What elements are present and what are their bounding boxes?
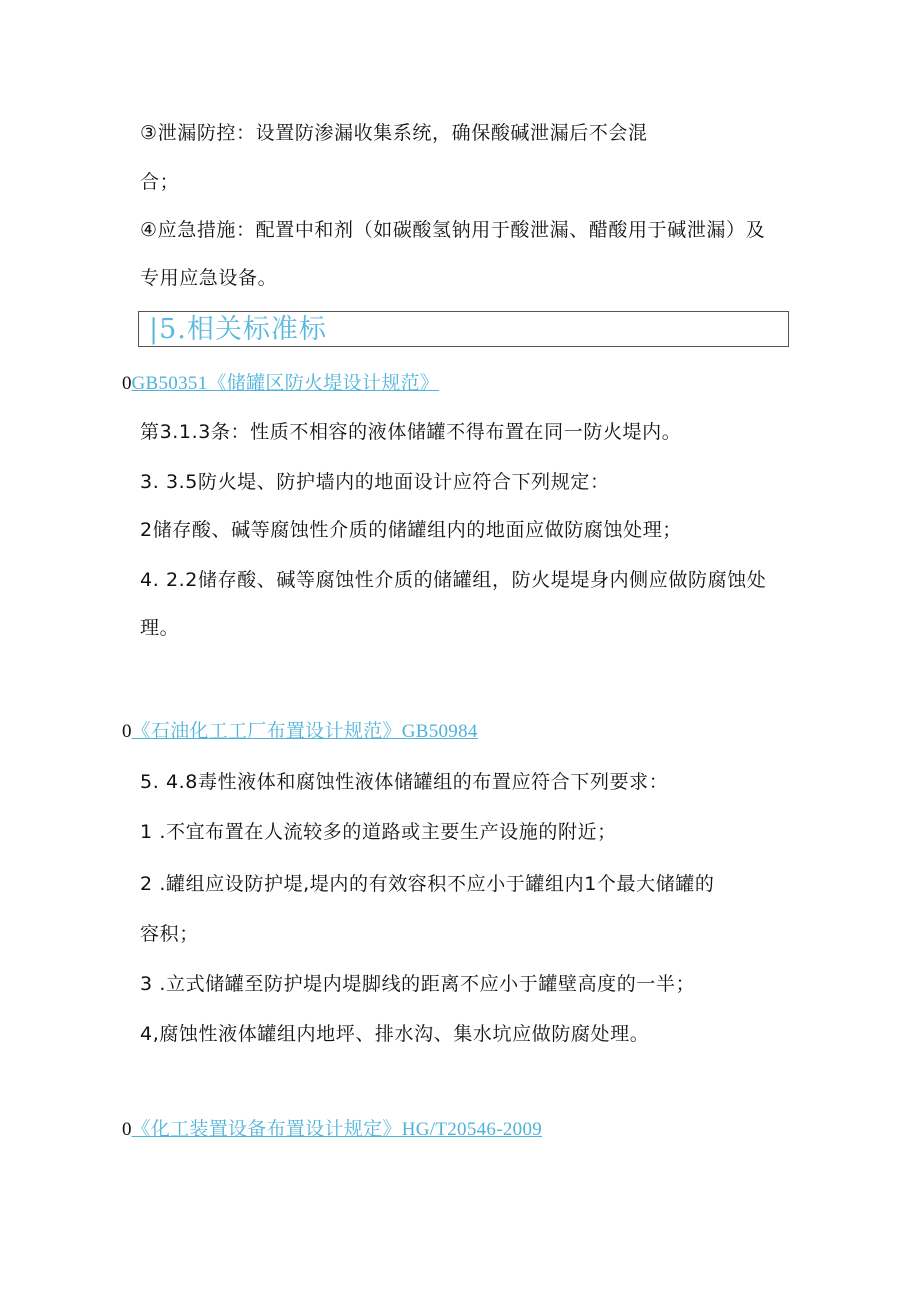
standard-ref-gb50984	[122, 720, 478, 744]
ref-bullet: 0	[122, 373, 132, 394]
ref-bullet: 0	[122, 1119, 132, 1140]
clause-3-1-3: 第3.1.3条：性质不相容的液体储罐不得布置在同一防火堤内。	[140, 421, 682, 443]
section-title: |5.相关标准标	[149, 314, 327, 345]
requirement-2-cont: 容积；	[140, 923, 199, 945]
paragraph-emergency-measures-cont: 专用应急设备。	[140, 267, 278, 289]
standard-ref-hgt20546	[122, 1118, 542, 1142]
paragraph-leak-control-cont: 合；	[140, 171, 180, 193]
requirement-4: 4,腐蚀性液体罐组内地坪、排水沟、集水坑应做防腐处理。	[140, 1023, 650, 1045]
clause-4-2-2: 4. 2.2储存酸、碱等腐蚀性介质的储罐组，防火堤堤身内侧应做防腐蚀处	[140, 569, 767, 591]
standard-ref-gb50351	[122, 372, 439, 396]
clause-3-3-5: 3. 3.5防火堤、防护墙内的地面设计应符合下列规定：	[140, 471, 610, 493]
paragraph-emergency-measures: ④应急措施：配置中和剂（如碳酸氢钠用于酸泄漏、醋酸用于碱泄漏）及	[140, 219, 766, 241]
clause-item-2: 2储存酸、碱等腐蚀性介质的储罐组内的地面应做防腐蚀处理；	[140, 519, 682, 541]
paragraph-leak-control: ③泄漏防控：设置防渗漏收集系统，确保酸碱泄漏后不会混	[140, 122, 648, 144]
clause-4-2-2-cont: 理。	[140, 617, 180, 639]
standard-link-hgt20546[interactable]: 《化工装置设备布置设计规定》HG/T20546-2009	[131, 1119, 543, 1140]
section-heading-box	[138, 311, 789, 347]
standard-link-gb50984[interactable]: 《石油化工工厂布置设计规范》GB50984	[131, 721, 478, 742]
standard-link-gb50351[interactable]: GB50351《储罐区防火堤设计规范》	[131, 373, 440, 394]
requirement-1: 1 .不宜布置在人流较多的道路或主要生产设施的附近；	[140, 821, 617, 843]
ref-bullet: 0	[122, 721, 132, 742]
requirement-2: 2 .罐组应设防护堤,堤内的有效容积不应小于罐组内1个最大储罐的	[140, 873, 715, 895]
clause-5-4-8: 5. 4.8毒性液体和腐蚀性液体储罐组的布置应符合下列要求：	[140, 771, 669, 793]
requirement-3: 3 .立式储罐至防护堤内堤脚线的距离不应小于罐壁高度的一半；	[140, 973, 696, 995]
